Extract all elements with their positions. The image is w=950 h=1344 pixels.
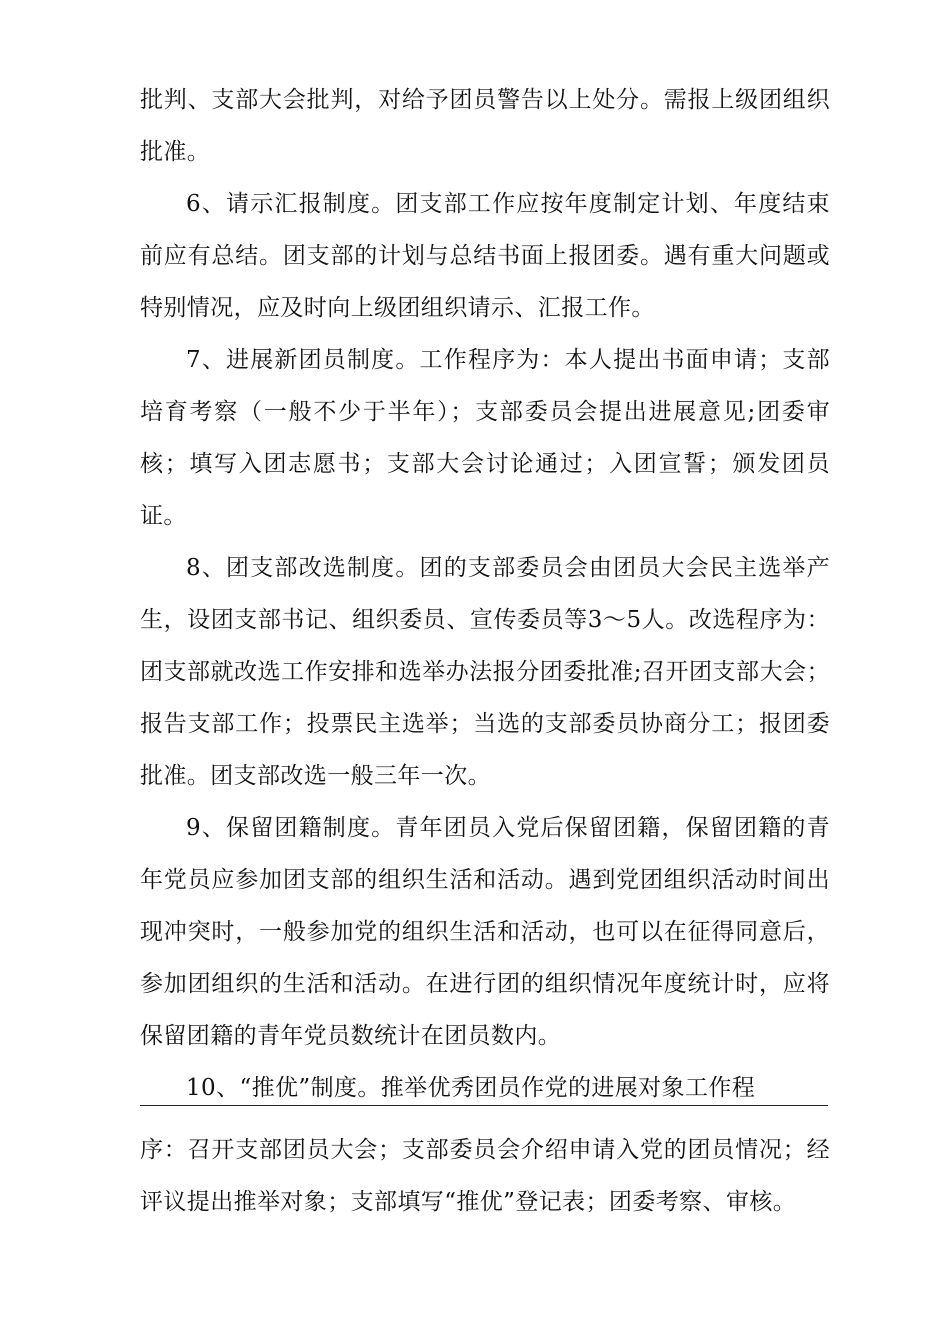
main-text-block bbox=[140, 74, 830, 1114]
paragraph-branch-election-system: 8、团支部改选制度。团的支部委员会由团员大会民主选举产生，设团支部书记、组织委员、宣传委员等3〜5人。改选程序为：团支部就改选工作安排和选举办法报分团委批准;召开团支部大会；报告支部工作；投票民主选举；当选的支部委员协商分工；报团委批准。团支部改选一般三年一次。 bbox=[140, 555, 830, 789]
continuation-text-block bbox=[140, 1124, 830, 1228]
paragraph-reporting-system: 6、请示汇报制度。团支部工作应按年度制定计划、年度结束前应有总结。团支部的计划与总结书面上报团委。遇有重大问题或特别情况，应及时向上级团组织请示、汇报工作。 bbox=[140, 191, 830, 321]
page-divider-line bbox=[140, 1105, 828, 1106]
paragraph-recommendation-continuation: 序：召开支部团员大会；支部委员会介绍申请入党的团员情况；经评议提出推举对象；支部填写“推优”登记表；团委考察、审核。 bbox=[140, 1137, 830, 1215]
paragraph-recommendation-system: 10、“推优”制度。推举优秀团员作党的进展对象工作程 bbox=[186, 1075, 756, 1101]
paragraph-disciplinary-continuation: 批判、支部大会批判，对给予团员警告以上处分。需报上级团组织批准。 bbox=[140, 87, 830, 165]
paragraph-new-member-system: 7、进展新团员制度。工作程序为：本人提出书面申请；支部培育考察（一般不少于半年）；支部委员会提出进展意见;团委审核；填写入团志愿书；支部大会讨论通过；入团宣誓；颁发团员证。 bbox=[140, 347, 830, 529]
paragraph-membership-retention-system: 9、保留团籍制度。青年团员入党后保留团籍，保留团籍的青年党员应参加团支部的组织生活和活动。遇到党团组织活动时间出现冲突时，一般参加党的组织生活和活动，也可以在征得同意后，参加团组织的生活和活动。在进行团的组织情况年度统计时，应将保留团籍的青年党员数统计在团员数内。 bbox=[140, 815, 830, 1049]
